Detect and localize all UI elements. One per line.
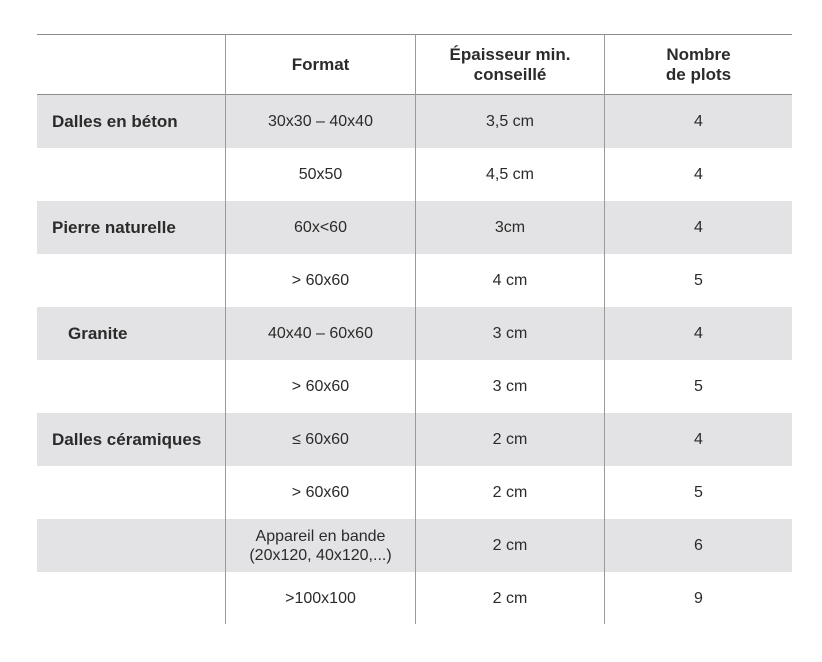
header-thickness-line2: conseillé (473, 64, 547, 84)
row-pads: 4 (694, 325, 703, 342)
row-format-line1: Appareil en bande (255, 527, 386, 545)
row-category (37, 572, 225, 625)
column-divider (415, 34, 416, 624)
row-format: 40x40 – 60x60 (268, 325, 373, 342)
header-pads (605, 35, 792, 94)
row-category: Pierre naturelle (52, 218, 176, 237)
column-divider (225, 34, 226, 624)
header-pads-line1: Nombre (666, 44, 731, 64)
row-thickness: 2 cm (492, 484, 528, 501)
row-pads: 4 (694, 113, 703, 130)
row-format: 60x<60 (294, 219, 347, 236)
row-format: 50x50 (298, 166, 343, 183)
column-divider (604, 34, 605, 624)
row-thickness: 3 cm (492, 325, 528, 342)
header-thickness-line1: Épaisseur min. (449, 44, 571, 64)
row-format: ≤ 60x60 (292, 431, 349, 448)
row-thickness: 2 cm (492, 537, 528, 554)
row-pads: 5 (694, 484, 703, 501)
row-thickness: 3cm (494, 219, 526, 236)
row-format: > 60x60 (291, 484, 350, 501)
row-pads: 6 (694, 537, 703, 554)
row-format: >100x100 (285, 590, 356, 607)
row-format: > 60x60 (291, 378, 350, 395)
row-pads: 4 (694, 166, 703, 183)
header-pads-line2: de plots (665, 64, 732, 84)
row-category (37, 466, 225, 519)
row-format: > 60x60 (291, 272, 350, 289)
row-category (37, 519, 225, 572)
row-thickness: 2 cm (492, 431, 528, 448)
row-category: Granite (68, 324, 128, 343)
row-thickness: 4,5 cm (485, 166, 534, 183)
row-format: 30x30 – 40x40 (268, 113, 373, 130)
row-category (37, 148, 225, 201)
row-thickness: 4 cm (492, 272, 528, 289)
row-pads: 4 (694, 219, 703, 236)
row-thickness: 3 cm (492, 378, 528, 395)
row-category: Dalles en béton (52, 112, 178, 131)
row-category: Dalles céramiques (52, 430, 202, 449)
row-format (226, 519, 415, 572)
row-thickness: 3,5 cm (485, 113, 534, 130)
row-pads: 9 (694, 590, 703, 607)
row-thickness: 2 cm (492, 590, 528, 607)
row-pads: 4 (694, 431, 703, 448)
header-empty-cell (37, 35, 225, 94)
row-format-line2: (20x120, 40x120,...) (249, 546, 392, 564)
header-thickness (416, 35, 604, 94)
row-category (37, 360, 225, 413)
row-category (37, 254, 225, 307)
row-pads: 5 (694, 378, 703, 395)
header-format (226, 35, 415, 94)
header-format-label: Format (291, 54, 350, 74)
row-pads: 5 (694, 272, 703, 289)
